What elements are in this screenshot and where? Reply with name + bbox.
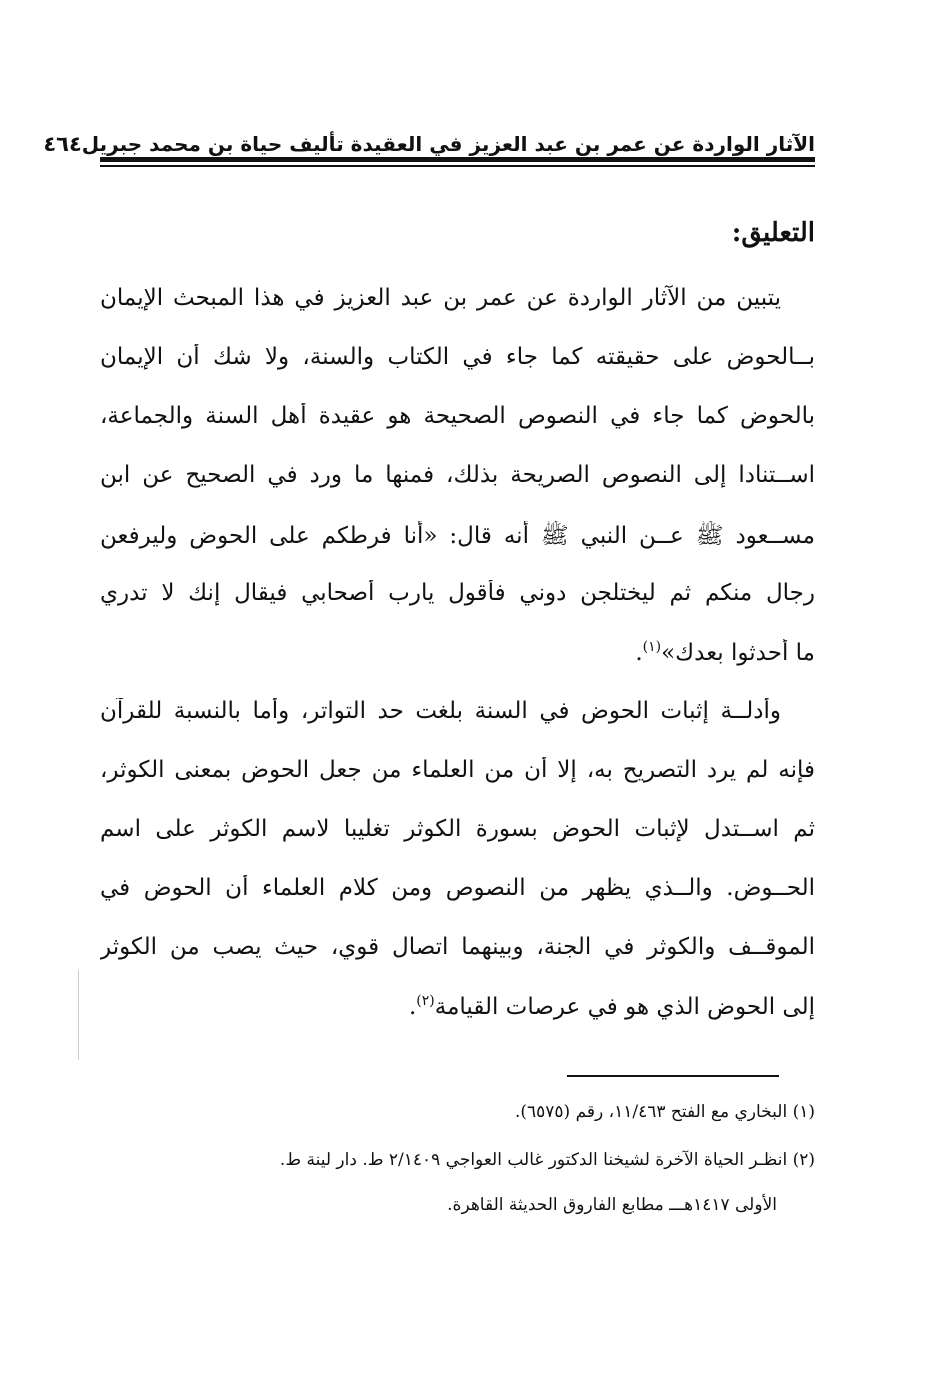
footnote-continuation: الأولى ١٤١٧هـــ مطابع الفاروق الحديثة القاهرة. bbox=[447, 1195, 777, 1215]
body-line: ثم اســتدل لإثبات الحوض بسورة الكوثر تغليبا لاسم الكوثر على اسم bbox=[100, 816, 815, 842]
body-line: بالحوض كما جاء في النصوص الصحيحة هو عقيدة أهل السنة والجماعة، bbox=[100, 403, 815, 429]
footnote-separator bbox=[567, 1075, 779, 1077]
section-heading: التعليق: bbox=[731, 218, 815, 248]
footnote: (١) البخاري مع الفتح ١١/٤٦٣، رقم (٦٥٧٥). bbox=[514, 1102, 815, 1122]
page-number: ٤٦٤ bbox=[43, 132, 82, 156]
body-line: إلى الحوض الذي هو في عرصات القيامة$^{(٢)}$. bbox=[408, 993, 815, 1020]
header-title: الآثار الواردة عن عمر بن عبد العزيز في العقيدة تأليف حياة بن محمد جبريل bbox=[81, 132, 815, 156]
header-rule-thick bbox=[100, 157, 815, 162]
body-line: الموقــف والكوثر في الجنة، وبينهما اتصال قوي، حيث يصب من الكوثر bbox=[100, 934, 815, 960]
body-line: رجال منكم ثم ليختلجن دوني فأقول يارب أصحابي فيقال إنك لا تدري bbox=[100, 580, 815, 606]
body-line-text: إلى الحوض الذي هو في عرصات القيامة bbox=[434, 994, 815, 1020]
body-line: اســتنادا إلى النصوص الصريحة بذلك، فمنها ما ورد في الصحيح عن ابن bbox=[100, 462, 815, 488]
body-line: فإنه لم يرد التصريح به، إلا أن من العلماء من جعل الحوض بمعنى الكوثر، bbox=[100, 757, 815, 783]
body-line: ما أحدثوا بعدك»$^{(١)}$. bbox=[635, 639, 815, 666]
body-line: مســعود ﷺ عــن النبي ﷺ أنه قال: «أنا فرطكم على الحوض وليرفعن bbox=[100, 523, 815, 549]
body-line-text: ما أحدثوا بعدك» bbox=[661, 640, 815, 666]
footnote-ref: (٢) bbox=[416, 993, 435, 1009]
body-line: الحــوض. والــذي يظهر من النصوص ومن كلام العلماء أن الحوض في bbox=[100, 875, 815, 901]
body-line: بــالحوض على حقيقته كما جاء في الكتاب والسنة، ولا شك أن الإيمان bbox=[100, 344, 815, 370]
header-rule-thin bbox=[100, 165, 815, 167]
scan-margin-mark bbox=[78, 970, 79, 1060]
footnote: (٢) انظـر الحياة الآخرة لشيخنا الدكتور غالب العواجي ٢/١٤٠٩ ط. دار لينة ط. bbox=[279, 1150, 815, 1170]
body-line: يتبين من الآثار الواردة عن عمر بن عبد العزيز في هذا المبحث الإيمان bbox=[100, 285, 781, 311]
body-line: وأدلــة إثبات الحوض في السنة بلغت حد التواتر، وأما بالنسبة للقرآن bbox=[100, 698, 781, 724]
footnote-ref: (١) bbox=[642, 639, 662, 655]
running-header bbox=[43, 122, 815, 156]
